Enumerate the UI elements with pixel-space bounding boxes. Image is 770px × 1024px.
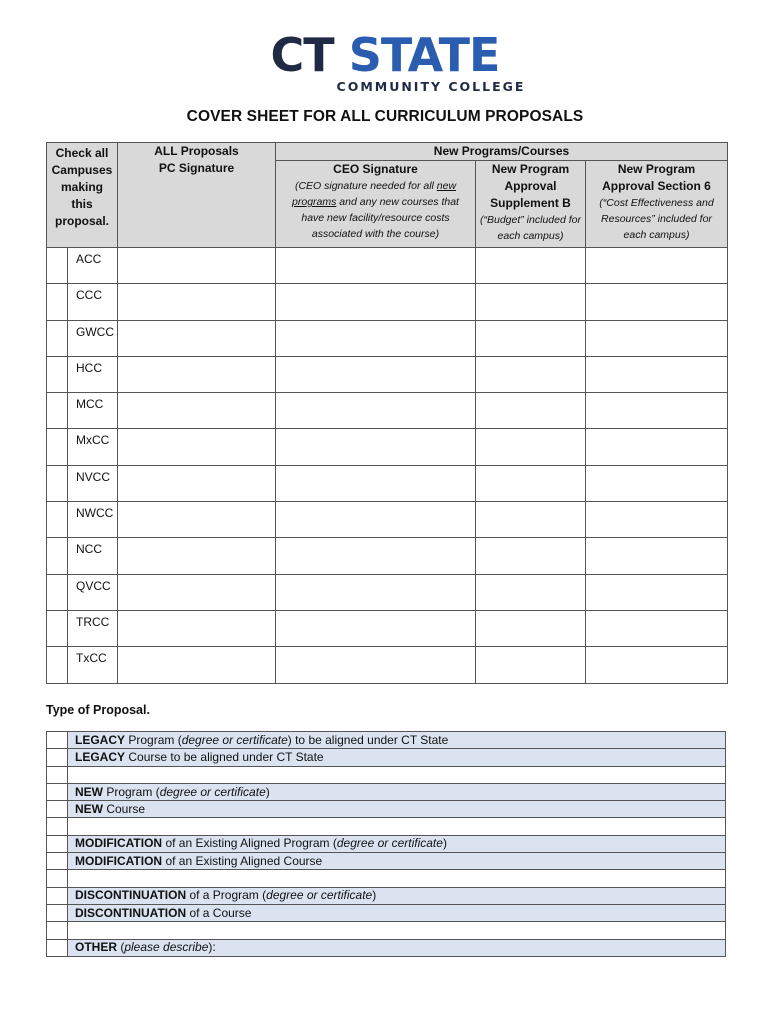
page-title: COVER SHEET FOR ALL CURRICULUM PROPOSALS — [186, 108, 584, 125]
proposal-type-checkbox[interactable] — [47, 887, 68, 904]
ceo-note: (CEO signature needed for all new programs and any new courses that have new facility/resource costs associated with the course) — [292, 180, 459, 240]
proposal-type-keyword: DISCONTINUATION — [75, 905, 187, 920]
supplement-b-field[interactable] — [476, 647, 586, 683]
supplement-b-note: (“Budget” included for each campus) — [480, 214, 581, 242]
supplement-b-field[interactable] — [476, 284, 586, 320]
proposal-type-keyword: LEGACY — [75, 732, 126, 747]
supplement-b-field[interactable] — [476, 465, 586, 501]
proposal-type-row — [47, 818, 726, 835]
section-6-field[interactable] — [586, 610, 728, 646]
section-6-note: (“Cost Effectiveness and Resources” included for each campus) — [599, 197, 714, 241]
campus-name — [68, 610, 118, 646]
campus-label: NVCC — [76, 469, 111, 484]
proposal-type-row — [47, 904, 726, 921]
campus-checkbox[interactable] — [47, 538, 68, 574]
campus-row — [47, 320, 728, 356]
campus-row — [47, 647, 728, 683]
ceo-signature-header — [276, 161, 476, 248]
campus-label: HCC — [76, 360, 102, 375]
supplement-b-field[interactable] — [476, 320, 586, 356]
proposal-type-option[interactable]: LEGACY Program (degree or certificate) to be aligned under CT State — [68, 732, 726, 749]
ceo-signature-field[interactable] — [276, 248, 476, 284]
section-6-field[interactable] — [586, 465, 728, 501]
check-campuses-line: Check all — [55, 146, 109, 160]
proposal-type-keyword: LEGACY — [75, 749, 126, 764]
campus-label: NWCC — [76, 506, 114, 521]
ceo-signature-field[interactable] — [276, 429, 476, 465]
proposal-type-row — [47, 939, 726, 956]
campus-name — [68, 647, 118, 683]
proposal-type-keyword: NEW — [75, 784, 103, 799]
section-6-field[interactable] — [586, 248, 728, 284]
logo-state: STATE — [348, 28, 500, 82]
campus-checkbox[interactable] — [47, 465, 68, 501]
proposal-type-checkbox[interactable] — [47, 766, 68, 783]
campus-checkbox[interactable] — [47, 320, 68, 356]
campus-row — [47, 248, 728, 284]
proposal-type-row — [47, 801, 726, 818]
proposal-type-row — [47, 870, 726, 887]
proposal-type-table — [46, 731, 726, 957]
campus-checkbox[interactable] — [47, 284, 68, 320]
campus-name — [68, 248, 118, 284]
proposal-type-option[interactable]: NEW Program (degree or certificate) — [68, 783, 726, 800]
campus-row — [47, 393, 728, 429]
section-6-field[interactable] — [586, 502, 728, 538]
campus-row — [47, 429, 728, 465]
supplement-b-field[interactable] — [476, 610, 586, 646]
logo-ct: CT — [270, 28, 334, 82]
section-6-field[interactable] — [586, 284, 728, 320]
campus-row — [47, 574, 728, 610]
proposal-type-row — [47, 835, 726, 852]
proposal-type-label: Type of Proposal. — [46, 703, 150, 717]
ceo-signature-field[interactable] — [276, 284, 476, 320]
campus-label: MCC — [76, 397, 104, 412]
campus-checkbox[interactable] — [47, 502, 68, 538]
check-campuses-line: Campuses — [51, 163, 113, 177]
pc-signature-field[interactable] — [118, 248, 276, 284]
ceo-signature-field[interactable] — [276, 574, 476, 610]
logo-wordmark — [0, 28, 770, 82]
proposal-type-spacer — [68, 766, 726, 783]
supplement-b-field[interactable] — [476, 429, 586, 465]
signature-table — [46, 142, 728, 684]
check-campuses-line: this — [71, 197, 93, 211]
pc-signature-field[interactable] — [118, 356, 276, 392]
campus-name — [68, 284, 118, 320]
ceo-signature-field[interactable] — [276, 538, 476, 574]
ceo-signature-field[interactable] — [276, 465, 476, 501]
section-6-field[interactable] — [586, 393, 728, 429]
campus-name — [68, 538, 118, 574]
proposal-type-option[interactable]: DISCONTINUATION of a Program (degree or certificate) — [68, 887, 726, 904]
proposal-type-keyword: DISCONTINUATION — [75, 888, 187, 903]
pc-signature-field[interactable] — [118, 465, 276, 501]
proposal-type-checkbox[interactable] — [47, 904, 68, 921]
campus-row — [47, 465, 728, 501]
proposal-type-row — [47, 749, 726, 766]
campus-name — [68, 465, 118, 501]
proposal-type-checkbox[interactable] — [47, 801, 68, 818]
proposal-type-checkbox[interactable] — [47, 835, 68, 852]
check-campuses-line: proposal. — [54, 214, 109, 228]
campus-row — [47, 502, 728, 538]
proposal-type-option[interactable]: MODIFICATION of an Existing Aligned Course — [68, 853, 726, 870]
proposal-type-option[interactable]: OTHER (please describe): — [68, 939, 726, 956]
section-6-field[interactable] — [586, 574, 728, 610]
ceo-signature-field[interactable] — [276, 610, 476, 646]
campus-row — [47, 356, 728, 392]
section-6-field[interactable] — [586, 320, 728, 356]
proposal-type-keyword: MODIFICATION — [75, 853, 163, 868]
supplement-b-field[interactable] — [476, 502, 586, 538]
pc-signature-line: ALL Proposals — [154, 144, 239, 158]
pc-signature-field[interactable] — [118, 647, 276, 683]
section-6-header: New Program Approval Section 6 (“Cost Effectiveness and Resources” included for each campus) — [586, 161, 728, 248]
campus-label: TRCC — [76, 614, 110, 629]
campus-label: MxCC — [76, 433, 110, 448]
pc-signature-line: PC Signature — [158, 161, 235, 175]
supplement-b-header: New Program Approval Supplement B (“Budget” included for each campus) — [476, 161, 586, 248]
ceo-title: CEO Signature — [333, 162, 418, 176]
campus-checkbox[interactable] — [47, 647, 68, 683]
proposal-type-option[interactable]: NEW Course — [68, 801, 726, 818]
proposal-type-checkbox[interactable] — [47, 853, 68, 870]
campus-label: NCC — [76, 542, 102, 557]
campus-row — [47, 610, 728, 646]
campus-label: QVCC — [76, 578, 111, 593]
supplement-b-field[interactable] — [476, 356, 586, 392]
proposal-type-checkbox[interactable] — [47, 783, 68, 800]
proposal-type-keyword: OTHER — [75, 940, 117, 955]
pc-signature-field[interactable] — [118, 502, 276, 538]
proposal-type-row — [47, 887, 726, 904]
campus-name — [68, 574, 118, 610]
proposal-type-checkbox[interactable] — [47, 749, 68, 766]
section-6-field[interactable] — [586, 429, 728, 465]
pc-signature-field[interactable] — [118, 610, 276, 646]
campus-label: TxCC — [76, 651, 107, 666]
pc-signature-field[interactable] — [118, 574, 276, 610]
proposal-type-keyword: MODIFICATION — [75, 836, 163, 851]
proposal-type-option[interactable]: DISCONTINUATION of a Course — [68, 904, 726, 921]
proposal-type-spacer — [68, 818, 726, 835]
section-6-field[interactable] — [586, 356, 728, 392]
supplement-b-field[interactable] — [476, 574, 586, 610]
ceo-signature-field[interactable] — [276, 356, 476, 392]
pc-signature-field[interactable] — [118, 429, 276, 465]
pc-signature-header — [118, 143, 276, 248]
campus-checkbox[interactable] — [47, 393, 68, 429]
campus-checkbox[interactable] — [47, 574, 68, 610]
supplement-b-field[interactable] — [476, 248, 586, 284]
supplement-b-field[interactable] — [476, 538, 586, 574]
campus-name — [68, 502, 118, 538]
campus-name — [68, 393, 118, 429]
new-programs-header: New Programs/Courses — [276, 143, 728, 161]
ceo-signature-field[interactable] — [276, 320, 476, 356]
campus-label: GWCC — [76, 324, 114, 339]
campus-checkbox[interactable] — [47, 429, 68, 465]
proposal-type-row — [47, 732, 726, 749]
proposal-type-keyword: NEW — [75, 801, 103, 816]
pc-signature-field[interactable] — [118, 284, 276, 320]
ceo-signature-field[interactable] — [276, 647, 476, 683]
campus-checkbox[interactable] — [47, 610, 68, 646]
proposal-type-option[interactable]: MODIFICATION of an Existing Aligned Program (degree or certificate) — [68, 835, 726, 852]
supplement-b-field[interactable] — [476, 393, 586, 429]
proposal-type-row — [47, 766, 726, 783]
section-6-field[interactable] — [586, 647, 728, 683]
pc-signature-field[interactable] — [118, 320, 276, 356]
check-campuses-line: making — [60, 180, 103, 194]
proposal-type-checkbox[interactable] — [47, 939, 68, 956]
proposal-type-spacer — [68, 870, 726, 887]
campus-row — [47, 538, 728, 574]
pc-signature-field[interactable] — [118, 393, 276, 429]
section-6-field[interactable] — [586, 538, 728, 574]
proposal-type-checkbox[interactable] — [47, 922, 68, 939]
proposal-type-row — [47, 783, 726, 800]
campus-label: CCC — [76, 288, 102, 303]
proposal-type-spacer — [68, 922, 726, 939]
campus-name — [68, 429, 118, 465]
proposal-type-row — [47, 922, 726, 939]
proposal-type-checkbox[interactable] — [47, 870, 68, 887]
logo-subtitle: COMMUNITY COLLEGE — [336, 79, 526, 94]
campus-checkbox[interactable] — [47, 356, 68, 392]
campus-checkbox[interactable] — [47, 248, 68, 284]
campus-row — [47, 284, 728, 320]
proposal-type-checkbox[interactable] — [47, 732, 68, 749]
ct-state-logo — [0, 28, 770, 94]
campus-name — [68, 356, 118, 392]
ceo-signature-field[interactable] — [276, 393, 476, 429]
campus-label: ACC — [76, 252, 102, 266]
check-campuses-header — [47, 143, 118, 248]
pc-signature-field[interactable] — [118, 538, 276, 574]
ceo-signature-field[interactable] — [276, 502, 476, 538]
campus-name — [68, 320, 118, 356]
proposal-type-checkbox[interactable] — [47, 818, 68, 835]
proposal-type-option[interactable]: LEGACY Course to be aligned under CT State — [68, 749, 726, 766]
proposal-type-row — [47, 853, 726, 870]
